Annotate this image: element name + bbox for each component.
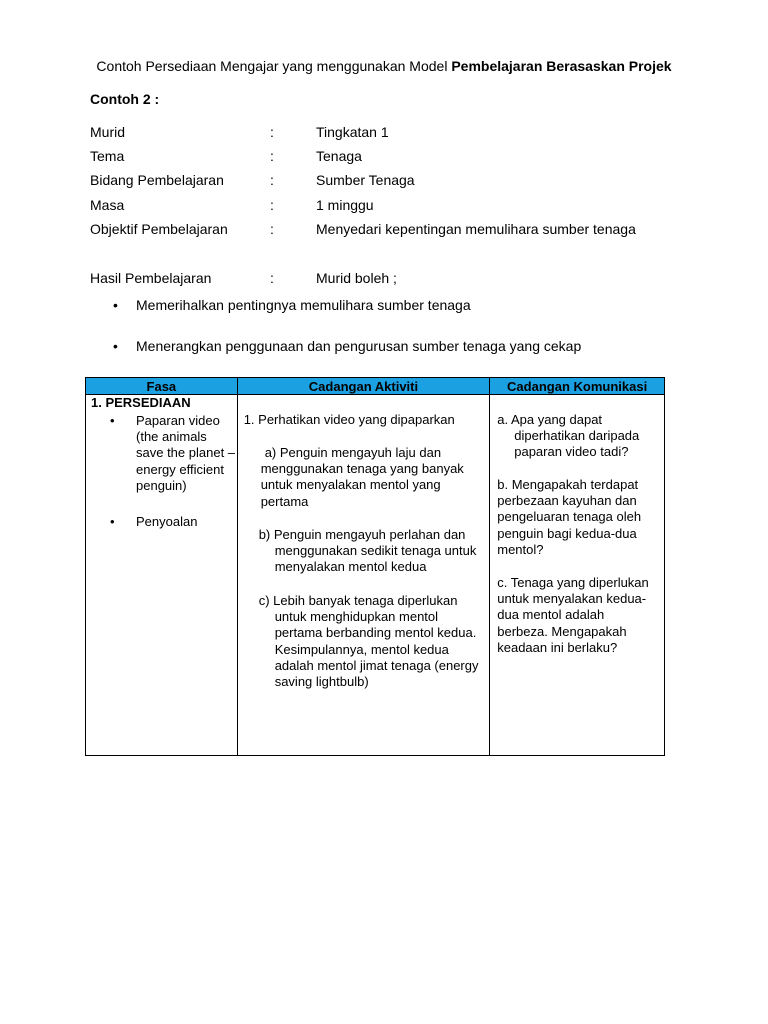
info-label: Masa: [90, 197, 125, 213]
info-value: Murid boleh ;: [316, 270, 397, 286]
communication-a-first: a. Apa yang dapat: [497, 412, 603, 427]
title-plain: Contoh Persediaan Mengajar yang menggunakan Model: [96, 58, 448, 74]
activity-a-rest: menggunakan tenaga yang banyak untuk menyalakan mentol yang pertama: [260, 461, 464, 509]
info-colon: :: [270, 197, 274, 213]
info-colon: :: [270, 270, 274, 286]
info-label: Murid: [90, 124, 126, 140]
activity-a: [261, 445, 486, 510]
activity-b-rest: menggunakan sedikit tenaga untuk menyalakan mentol kedua: [274, 543, 477, 575]
title-bold: Pembelajaran Berasaskan Projek: [451, 58, 672, 74]
activity-b: [259, 527, 485, 576]
info-value: 1 minggu: [316, 197, 374, 213]
info-value: Tenaga: [316, 148, 362, 164]
communication-a: [497, 412, 657, 461]
phase-item-text: Paparan video (the animals save the planet – energy efficient penguin): [136, 413, 236, 493]
communication-cell: [490, 395, 665, 756]
info-label: Hasil Pembelajaran: [90, 270, 212, 286]
header-fasa: Fasa: [86, 378, 238, 395]
info-colon: :: [270, 148, 274, 164]
communication-b: b. Mengapakah terdapat perbezaan kayuhan dan pengeluaran tenaga oleh penguin bagi kedua-dua mentol?: [497, 477, 642, 557]
activity-cell: [237, 395, 490, 756]
activity-intro: 1. Perhatikan video yang dipaparkan: [243, 412, 455, 427]
info-value: Sumber Tenaga: [316, 172, 415, 188]
document-title: [0, 58, 768, 74]
bullet-icon: •: [113, 338, 118, 354]
header-aktiviti: Cadangan Aktiviti: [237, 378, 490, 395]
phase-title: 1. PERSEDIAAN: [91, 395, 191, 410]
example-heading: Contoh 2 :: [90, 91, 160, 107]
info-label: Tema: [90, 148, 125, 164]
activity-b-first: b) Penguin mengayuh perlahan dan: [258, 527, 466, 542]
activity-a-first: a) Penguin mengayuh laju dan: [264, 445, 442, 460]
phase-item-text: Penyoalan: [136, 514, 198, 529]
info-colon: :: [270, 221, 274, 237]
activity-c: [259, 593, 485, 690]
table-row: [86, 395, 665, 756]
header-komunikasi: Cadangan Komunikasi: [490, 378, 665, 395]
activity-c-first: c) Lebih banyak tenaga diperlukan: [258, 593, 458, 608]
bullet-icon: •: [110, 413, 115, 428]
info-label: Objektif Pembelajaran: [90, 221, 228, 237]
info-colon: :: [270, 172, 274, 188]
lesson-table: [85, 377, 665, 756]
table-header-row: [86, 378, 665, 395]
bullet-icon: •: [110, 514, 115, 529]
activity-c-rest: untuk menghidupkan mentol pertama berbanding mentol kedua. Kesimpulannya, mentol kedua adalah mentol jimat tenaga (energy saving lightbulb): [274, 609, 479, 690]
communication-a-rest: diperhatikan daripada paparan video tadi?: [514, 428, 640, 460]
outcome-text: Memerihalkan pentingnya memulihara sumber tenaga: [136, 297, 471, 313]
info-value: Menyedari kepentingan memulihara sumber tenaga: [316, 221, 636, 237]
bullet-icon: •: [113, 297, 118, 313]
info-label: Bidang Pembelajaran: [90, 172, 224, 188]
info-colon: :: [270, 124, 274, 140]
communication-c: c. Tenaga yang diperlukan untuk menyalakan kedua-dua mentol adalah berbeza. Mengapakah keadaan ini berlaku?: [497, 575, 649, 655]
phase-cell: [86, 395, 238, 756]
info-value: Tingkatan 1: [316, 124, 389, 140]
outcome-text: Menerangkan penggunaan dan pengurusan sumber tenaga yang cekap: [136, 338, 582, 354]
